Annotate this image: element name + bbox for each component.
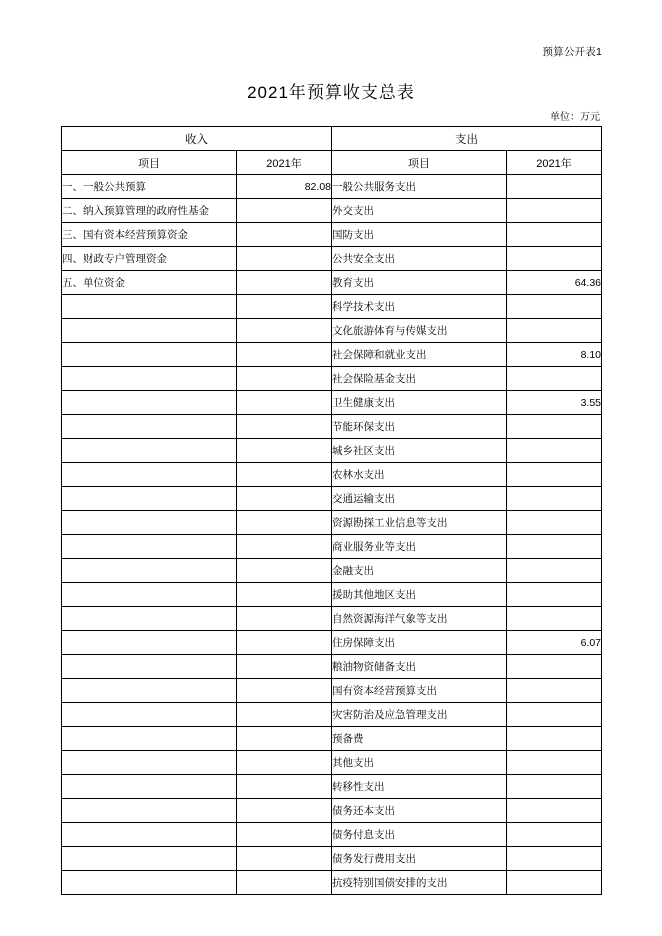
table-row (62, 655, 602, 679)
expenditure-item-cell: 金融支出 (332, 559, 507, 583)
column-header-income-item: 项目 (62, 151, 237, 175)
table-row (62, 847, 602, 871)
income-item-cell: 一、一般公共预算 (62, 175, 237, 199)
income-value-cell (237, 631, 332, 655)
income-value-cell (237, 823, 332, 847)
expenditure-value-cell (507, 247, 602, 271)
income-item-cell (62, 487, 237, 511)
table-row (62, 175, 602, 199)
expenditure-item-cell: 粮油物资储备支出 (332, 655, 507, 679)
income-value-cell (237, 535, 332, 559)
table-row (62, 583, 602, 607)
table-row (62, 223, 602, 247)
income-item-cell (62, 679, 237, 703)
expenditure-value-cell (507, 751, 602, 775)
expenditure-item-cell: 灾害防治及应急管理支出 (332, 703, 507, 727)
income-value-cell (237, 847, 332, 871)
unit-note: 单位：万元 (550, 112, 600, 123)
expenditure-value-cell (507, 583, 602, 607)
income-value-cell (237, 775, 332, 799)
expenditure-item-cell: 预备费 (332, 727, 507, 751)
table-row (62, 631, 602, 655)
table-row (62, 751, 602, 775)
expenditure-value-cell (507, 679, 602, 703)
table-row (62, 727, 602, 751)
expenditure-value-cell (507, 607, 602, 631)
table-row (62, 823, 602, 847)
income-item-cell (62, 583, 237, 607)
expenditure-value-cell (507, 823, 602, 847)
column-header-expenditure-year: 2021年 (507, 151, 602, 175)
income-item-cell (62, 847, 237, 871)
expenditure-item-cell: 交通运输支出 (332, 487, 507, 511)
expenditure-value-cell (507, 847, 602, 871)
table-row (62, 271, 602, 295)
expenditure-item-cell: 债务还本支出 (332, 799, 507, 823)
table-row (62, 703, 602, 727)
income-value-cell (237, 871, 332, 895)
income-value-cell (237, 799, 332, 823)
table-row (62, 775, 602, 799)
expenditure-item-cell: 国有资本经营预算支出 (332, 679, 507, 703)
expenditure-value-cell (507, 511, 602, 535)
income-value-cell (237, 271, 332, 295)
expenditure-item-cell: 社会保险基金支出 (332, 367, 507, 391)
table-row (62, 295, 602, 319)
expenditure-value-cell (507, 223, 602, 247)
table-row (62, 607, 602, 631)
income-value-cell (237, 679, 332, 703)
income-value-cell (237, 511, 332, 535)
income-value-cell (237, 439, 332, 463)
income-item-cell (62, 631, 237, 655)
income-item-cell: 三、国有资本经营预算资金 (62, 223, 237, 247)
budget-table (61, 126, 602, 895)
income-item-cell (62, 367, 237, 391)
table-row (62, 343, 602, 367)
income-item-cell (62, 607, 237, 631)
group-header-income: 收入 (62, 127, 332, 151)
income-item-cell (62, 823, 237, 847)
income-value-cell (237, 199, 332, 223)
income-item-cell (62, 703, 237, 727)
income-value-cell (237, 319, 332, 343)
income-value-cell (237, 487, 332, 511)
expenditure-value-cell (507, 295, 602, 319)
income-item-cell (62, 775, 237, 799)
expenditure-value-cell (507, 175, 602, 199)
expenditure-value-cell (507, 559, 602, 583)
table-row (62, 679, 602, 703)
table-row (62, 367, 602, 391)
income-item-cell (62, 559, 237, 583)
table-row (62, 799, 602, 823)
expenditure-value-cell (507, 367, 602, 391)
expenditure-item-cell: 其他支出 (332, 751, 507, 775)
income-item-cell (62, 295, 237, 319)
table-row (62, 511, 602, 535)
table-row (62, 559, 602, 583)
expenditure-item-cell: 文化旅游体育与传媒支出 (332, 319, 507, 343)
expenditure-value-cell: 64.36 (507, 271, 602, 295)
expenditure-item-cell: 公共安全支出 (332, 247, 507, 271)
expenditure-item-cell: 住房保障支出 (332, 631, 507, 655)
expenditure-value-cell: 6.07 (507, 631, 602, 655)
expenditure-value-cell (507, 799, 602, 823)
table-row (62, 391, 602, 415)
expenditure-value-cell (507, 319, 602, 343)
expenditure-value-cell (507, 439, 602, 463)
income-item-cell (62, 871, 237, 895)
expenditure-value-cell (507, 655, 602, 679)
expenditure-item-cell: 科学技术支出 (332, 295, 507, 319)
income-value-cell (237, 703, 332, 727)
income-item-cell (62, 799, 237, 823)
table-row (62, 247, 602, 271)
expenditure-value-cell (507, 775, 602, 799)
income-item-cell (62, 319, 237, 343)
income-item-cell (62, 439, 237, 463)
expenditure-item-cell: 城乡社区支出 (332, 439, 507, 463)
column-header-income-year: 2021年 (237, 151, 332, 175)
expenditure-item-cell: 转移性支出 (332, 775, 507, 799)
table-row (62, 871, 602, 895)
income-value-cell (237, 751, 332, 775)
income-value-cell (237, 727, 332, 751)
table-row (62, 415, 602, 439)
expenditure-item-cell: 国防支出 (332, 223, 507, 247)
income-value-cell (237, 295, 332, 319)
expenditure-item-cell: 教育支出 (332, 271, 507, 295)
income-value-cell (237, 463, 332, 487)
income-item-cell (62, 343, 237, 367)
expenditure-item-cell: 资源勘探工业信息等支出 (332, 511, 507, 535)
income-item-cell (62, 391, 237, 415)
expenditure-item-cell: 抗疫特别国债安排的支出 (332, 871, 507, 895)
expenditure-value-cell: 3.55 (507, 391, 602, 415)
income-value-cell (237, 583, 332, 607)
expenditure-item-cell: 债务付息支出 (332, 823, 507, 847)
income-item-cell (62, 511, 237, 535)
income-value-cell (237, 415, 332, 439)
table-row (62, 319, 602, 343)
expenditure-item-cell: 援助其他地区支出 (332, 583, 507, 607)
income-item-cell: 二、纳入预算管理的政府性基金 (62, 199, 237, 223)
expenditure-item-cell: 自然资源海洋气象等支出 (332, 607, 507, 631)
expenditure-item-cell: 商业服务业等支出 (332, 535, 507, 559)
expenditure-value-cell (507, 199, 602, 223)
column-header-expenditure-item: 项目 (332, 151, 507, 175)
income-item-cell (62, 535, 237, 559)
expenditure-item-cell: 一般公共服务支出 (332, 175, 507, 199)
group-header-expenditure: 支出 (332, 127, 602, 151)
table-row (62, 199, 602, 223)
table-group-header-row (62, 127, 602, 151)
income-value-cell (237, 343, 332, 367)
expenditure-item-cell: 卫生健康支出 (332, 391, 507, 415)
expenditure-value-cell (507, 727, 602, 751)
expenditure-value-cell (507, 703, 602, 727)
income-value-cell (237, 559, 332, 583)
expenditure-value-cell (507, 415, 602, 439)
expenditure-item-cell: 社会保障和就业支出 (332, 343, 507, 367)
expenditure-item-cell: 节能环保支出 (332, 415, 507, 439)
table-row (62, 535, 602, 559)
income-value-cell: 82.08 (237, 175, 332, 199)
income-item-cell: 四、财政专户管理资金 (62, 247, 237, 271)
expenditure-value-cell (507, 871, 602, 895)
expenditure-value-cell (507, 487, 602, 511)
table-row (62, 463, 602, 487)
page-title: 2021年预算收支总表 (247, 83, 415, 102)
income-value-cell (237, 367, 332, 391)
income-item-cell (62, 751, 237, 775)
expenditure-value-cell: 8.10 (507, 343, 602, 367)
expenditure-item-cell: 外交支出 (332, 199, 507, 223)
income-item-cell (62, 415, 237, 439)
income-value-cell (237, 655, 332, 679)
table-row (62, 439, 602, 463)
expenditure-value-cell (507, 535, 602, 559)
table-column-header-row (62, 151, 602, 175)
table-row (62, 487, 602, 511)
income-item-cell: 五、单位资金 (62, 271, 237, 295)
income-value-cell (237, 223, 332, 247)
header-note: 预算公开表1 (542, 46, 602, 58)
income-item-cell (62, 727, 237, 751)
expenditure-item-cell: 农林水支出 (332, 463, 507, 487)
income-value-cell (237, 391, 332, 415)
income-value-cell (237, 247, 332, 271)
income-value-cell (237, 607, 332, 631)
expenditure-item-cell: 债务发行费用支出 (332, 847, 507, 871)
income-item-cell (62, 463, 237, 487)
income-item-cell (62, 655, 237, 679)
expenditure-value-cell (507, 463, 602, 487)
